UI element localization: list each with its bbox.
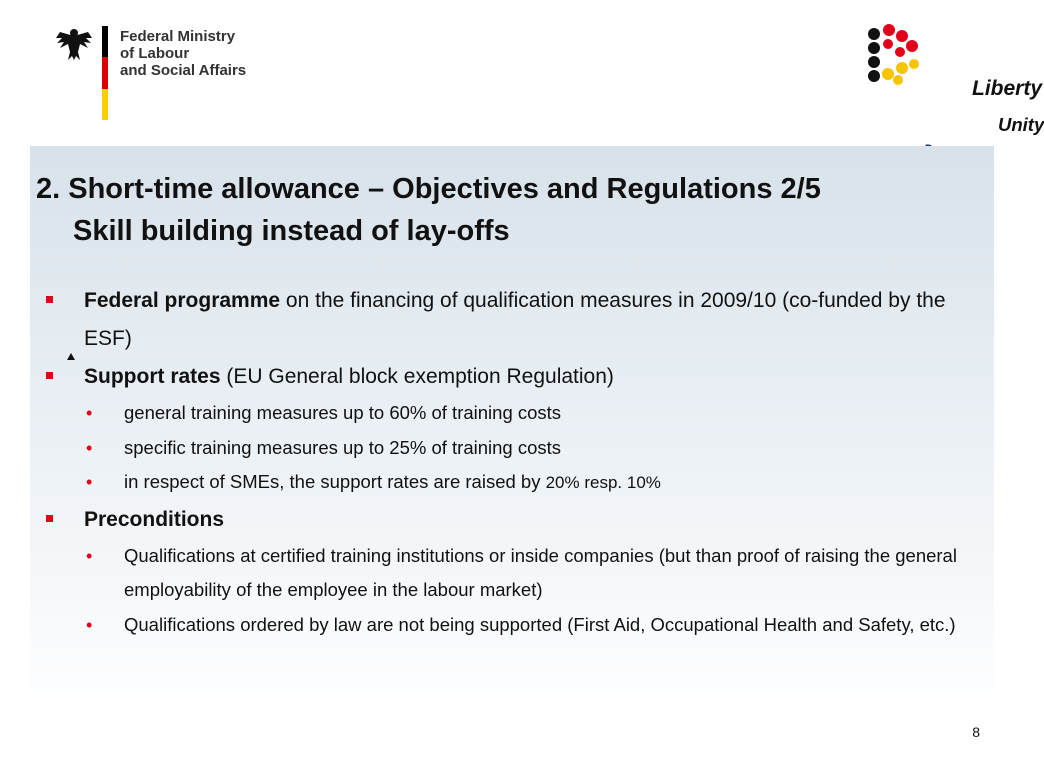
square-bullet-icon [46,515,53,522]
bullet-bold: Preconditions [84,507,225,531]
dot-bullet-icon: • [86,403,93,423]
slide-header [0,0,1044,140]
ministry-name [120,28,246,79]
bullet-text: (EU General block exemption Regulation) [220,365,614,388]
bullet-preconditions [44,501,974,539]
bullet-bold: Federal programme [84,289,281,312]
ministry-line: Federal Ministry [120,28,236,45]
federal-eagle-icon [54,26,94,62]
square-bullet-icon [46,372,53,379]
sub-bullet-small-text: 20% resp. 10% [545,473,661,492]
flag-bar [102,26,108,120]
motto-unity: Unity [998,114,1044,135]
motto-liberty: Liberty [972,77,1043,100]
sub-bullet [44,539,974,608]
bullet-federal-programme [44,282,974,358]
slide-title [36,168,821,252]
dot-bullet-icon: • [86,437,93,458]
motto [918,70,1044,156]
sub-bullet-text: specific training measures up to 25% of training costs [124,436,562,458]
sub-bullet [44,465,974,501]
mouse-caret-icon [67,353,75,360]
ministry-line: and Social Affairs [120,62,247,79]
sub-bullet [44,608,974,643]
square-bullet-icon [46,296,53,303]
sub-bullet-text: Qualifications ordered by law are not being supported (First Aid, Occupational Health and Safety, etc.) [124,613,956,635]
bullet-support-rates [44,358,974,396]
sub-bullet [44,431,974,466]
page-number: 8 [972,724,980,740]
sub-bullet-text: in respect of SMEs, the support rates are raised by [124,471,546,492]
title-line-1: 2. Short-time allowance – Objectives and Regulations 2/5 [36,173,821,205]
sub-bullet-text: Qualifications at certified training institutions or inside companies (but than proof of raising the general employability of the employee in the labour market) [124,544,957,600]
ministry-line: of Labour [120,45,190,62]
bullet-list [44,282,974,642]
dot-bullet-icon: • [86,472,93,492]
bullet-text: on the financing of qualification measures in 2009/10 (co-funded by the ESF) [84,289,946,350]
dot-bullet-icon: • [86,545,93,566]
dot-bullet-icon: • [86,614,93,635]
title-line-2: Skill building instead of lay-offs [73,215,510,247]
sub-bullet [44,396,974,431]
sub-bullet-text: general training measures up to 60% of training costs [124,402,562,423]
bullet-bold: Support rates [84,365,221,388]
